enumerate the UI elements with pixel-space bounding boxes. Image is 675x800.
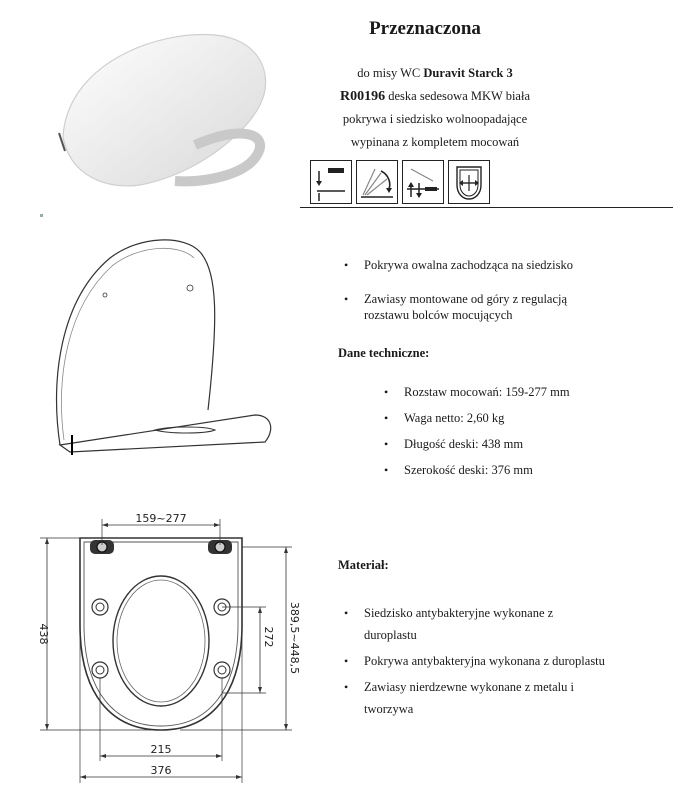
- list-item: • Długość deski: 438 mm: [380, 436, 640, 452]
- intro-desc: deska sedesowa MKW biała: [385, 89, 530, 103]
- adjustable-hinge-icon: [402, 160, 444, 204]
- list-item: • Zawiasy nierdzewne wykonane z metalu i tworzywa: [340, 676, 604, 720]
- list-item: • Zawiasy montowane od góry z regulacją rozstawu bolców mocujących: [340, 291, 604, 323]
- product-photo: [45, 25, 280, 205]
- list-item: • Pokrywa antybakteryjna wykonana z duroplastu: [340, 650, 660, 672]
- intro-prefix: do misy WC: [357, 66, 424, 80]
- top-view-drawing: [20, 505, 310, 790]
- dim-inner-label: 272: [262, 626, 275, 648]
- features-list: [340, 257, 630, 323]
- intro-brand: Duravit Starck 3: [423, 66, 513, 80]
- soft-close-icon: [356, 160, 398, 204]
- dim-bottom-inner-label: 215: [150, 743, 172, 756]
- list-item: • Szerokość deski: 376 mm: [380, 462, 640, 478]
- material-list: [340, 602, 660, 720]
- intro-line-4: wypinana z kompletem mocowań: [350, 135, 520, 149]
- list-item: • Siedzisko antybakteryjne wykonane z duroplastu: [340, 602, 564, 646]
- quick-release-icon: [448, 160, 490, 204]
- list-item: • Pokrywa owalna zachodząca na siedzisko: [340, 257, 630, 273]
- intro-line-2: [320, 89, 550, 105]
- page-title: Przeznaczona: [369, 18, 481, 39]
- section-divider: [300, 207, 673, 208]
- dim-left-label: 438: [37, 623, 50, 645]
- tech-list: [380, 384, 640, 478]
- side-view-drawing: [40, 230, 280, 460]
- intro-line-3: pokrywa i siedzisko wolnoopadające: [342, 112, 528, 126]
- dot-mark: [40, 214, 43, 217]
- material-heading: Materiał:: [338, 558, 389, 572]
- feature-icons: [310, 160, 490, 205]
- list-item: • Waga netto: 2,60 kg: [380, 410, 640, 426]
- product-code: R00196: [340, 89, 386, 104]
- top-mount-icon: [310, 160, 352, 204]
- dim-top-label: 159~277: [135, 512, 187, 525]
- dim-bottom-label: 376: [150, 764, 172, 777]
- list-item: • Rozstaw mocowań: 159-277 mm: [380, 384, 640, 400]
- tech-heading: Dane techniczne:: [338, 346, 430, 360]
- intro-line-1: [320, 66, 550, 81]
- dim-right-label: 389,5~448,5: [288, 601, 301, 675]
